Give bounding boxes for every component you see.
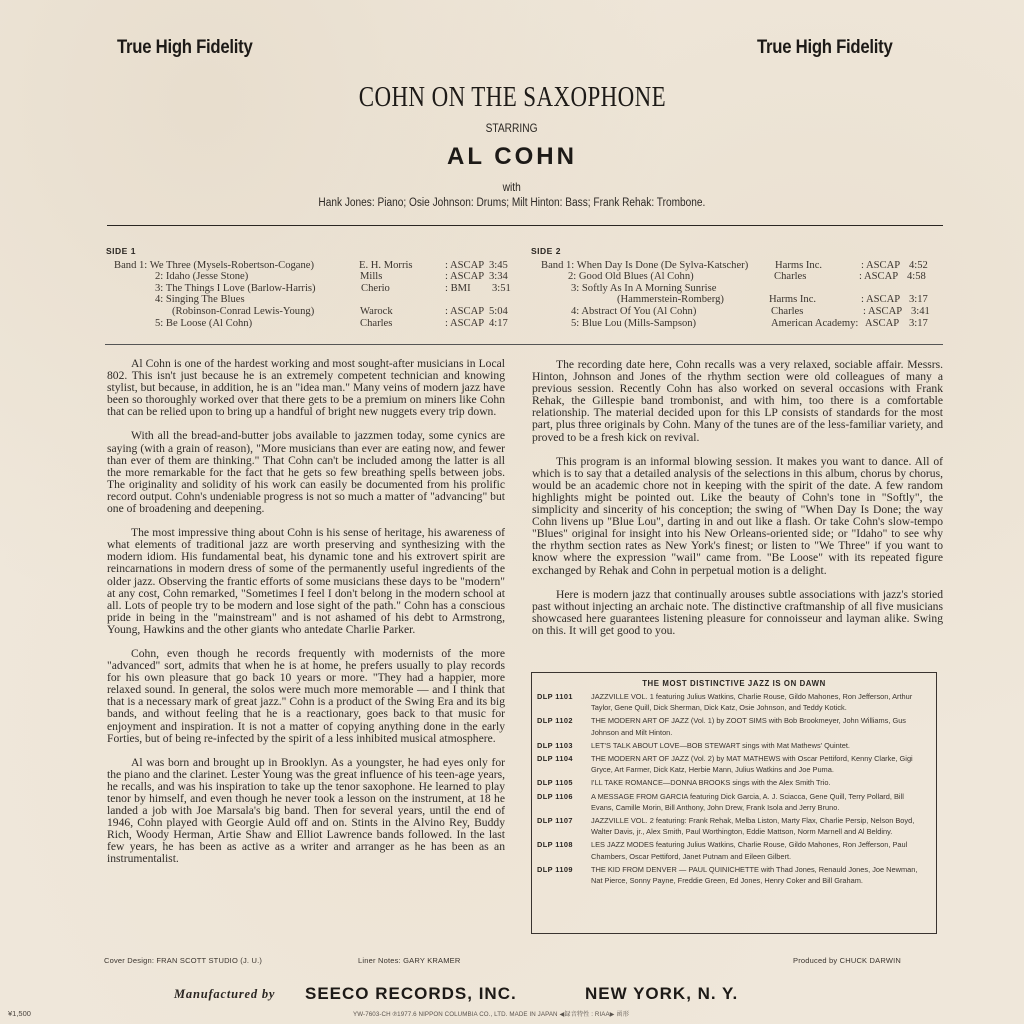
catalog-number: DLP 1106 bbox=[537, 791, 573, 801]
track-band: Band 1: bbox=[114, 259, 148, 271]
manufactured-by-label: Manufactured by bbox=[174, 987, 276, 1001]
track-license: : ASCAP bbox=[445, 317, 485, 329]
track-time: 3:34 bbox=[489, 271, 508, 283]
track-time: 3:17 bbox=[909, 294, 928, 306]
catalog-description: THE MODERN ART OF JAZZ (Vol. 2) by MAT MATHEWS with Oscar Pettiford, Kenny Clarke, Gigi Gryce, Art Farmer, Dick Katz, Herbie Mann, Julius Watkins and Joe Puma. bbox=[591, 754, 913, 775]
track-band: Band 1: bbox=[541, 259, 575, 271]
liner-paragraph: Al was born and brought up in Brooklyn. As a youngster, he had eyes only for the piano and the clarinet. Lester Young was the great influence of his teen-age years, he recalls, and was his inspiration to take up the tenor saxophone. He learned to play tenor by himself, and even though he never took a lesson on the instrument, at 18 he landed a job with Joe Marsala's big band. Then for several years, until the end of 1946, Cohn played with Georgie Auld off and on. Stints in the Alvino Rey, Buddy Rich, Woody Herman, Artie Shaw and Elliot Lawrence bands followed. In the last few years, he has been as active as a writer and arranger as he has been as an instrumentalist. bbox=[107, 755, 505, 866]
track-license: : ASCAP bbox=[861, 259, 901, 271]
tracklist-side-1 bbox=[106, 246, 511, 329]
track-row bbox=[106, 282, 511, 295]
track-publisher: E. H. Morris bbox=[359, 259, 413, 271]
with-text: with bbox=[502, 180, 522, 194]
track-title: Singing The Blues bbox=[165, 294, 245, 306]
track-row bbox=[531, 283, 941, 295]
track-license: : ASCAP bbox=[445, 259, 485, 271]
catalog-item bbox=[532, 753, 936, 775]
catalog-item bbox=[532, 715, 936, 737]
track-row bbox=[106, 294, 506, 306]
catalog-number: DLP 1103 bbox=[537, 740, 573, 750]
track-time: 3:41 bbox=[911, 305, 930, 317]
track-publisher: Harms Inc. bbox=[769, 294, 817, 306]
catalog-fine-print: YW-7603-CH ℗1977.6 NIPPON COLUMBIA CO., LTD. MADE IN JAPAN ◀録音特性 : RIAA▶ 函形 bbox=[353, 1011, 630, 1018]
catalog-item bbox=[532, 691, 936, 713]
track-time: 3:45 bbox=[489, 259, 508, 271]
catalog-number: DLP 1109 bbox=[537, 864, 573, 874]
track-band: 2: bbox=[155, 271, 164, 283]
catalog-item bbox=[532, 864, 936, 886]
track-license: : ASCAP bbox=[863, 305, 903, 317]
track-publisher: Charles bbox=[360, 317, 393, 329]
track-publisher: Harms Inc. bbox=[775, 259, 823, 271]
track-time: 5:04 bbox=[489, 305, 508, 317]
catalog-number: DLP 1108 bbox=[537, 840, 573, 850]
track-time: 3:17 bbox=[909, 317, 928, 329]
liner-notes-left-column bbox=[107, 358, 505, 878]
liner-paragraph: The most impressive thing about Cohn is his sense of heritage, his awareness of what elements of traditional jazz are worth preserving and synthesizing with the modern idiom. His fundamental beat, his dynamic tone and his extrovert spirit are reincarnations in modern dress of some of the permanently useful ingredients of the older jazz. Observing the frantic efforts of some musicians these days to be "modern" at any cost, Cohn remarked, "Sometimes I feel I don't belong in the modern school at all. Lots of people try to be modern and lose sight of the path." Cohn has a conscious pride in being in the "mainstream" and is not ashamed of his debt to Armstrong, Young, Hawkins and the other giants who antedate Charlie Parker. bbox=[107, 526, 505, 636]
track-title: Abstract Of You (Al Cohn) bbox=[581, 305, 697, 317]
catalog-number: DLP 1105 bbox=[537, 778, 573, 788]
catalog-number: DLP 1107 bbox=[537, 816, 573, 826]
track-row bbox=[106, 306, 506, 318]
track-license: : ASCAP bbox=[859, 271, 899, 283]
dawn-catalog-box bbox=[531, 672, 937, 934]
catalog-item bbox=[532, 839, 936, 861]
catalog-description: THE KID FROM DENVER — PAUL QUINICHETTE with Thad Jones, Renauld Jones, Joe Newman, Nat Pierce, Sonny Payne, Freddie Green, Ed Jones, Henry Coker and Bill Graham. bbox=[591, 864, 918, 886]
track-title: The Things I Love (Barlow-Harris) bbox=[165, 282, 316, 294]
track-band: 3: bbox=[571, 282, 580, 294]
catalog-item bbox=[532, 791, 936, 813]
album-title bbox=[0, 82, 1024, 114]
track-license: : ASCAP bbox=[861, 294, 901, 306]
track-publisher: Charles bbox=[771, 305, 804, 317]
track-band: 5: bbox=[571, 317, 580, 329]
tracklist-side-2 bbox=[531, 246, 941, 329]
producer-credit: Produced by CHUCK DARWIN bbox=[793, 956, 902, 965]
album-title-text: COHN ON THE SAXOPHONE bbox=[358, 82, 666, 113]
price-tag: ¥1,500 bbox=[8, 1009, 31, 1018]
track-title: Idaho (Jesse Stone) bbox=[165, 271, 249, 283]
liner-paragraph: Cohn, even though he records frequently with modernists of the more "advanced" sort, admits that when he is at home, he prefers usually to play records for his own pleasure that go back 10 years or more. "They had a happier, more relaxed sound. In general, the solos were much more memorable — and I think that that is a necessary mark of great jazz." Cohn is a product of the Swing Era and its big bands, and without feeling that he is a reactionary, goes back to that music for enjoyment and inspiration. It is not a matter of copying anything done in the early Forties, but of being re-infected by the spirit of a less inhibited musical atmosphere. bbox=[107, 646, 505, 745]
catalog-item bbox=[532, 777, 936, 788]
liner-notes-credit: Liner Notes: GARY KRAMER bbox=[358, 956, 461, 965]
true-high-fidelity-badge-right: True High Fidelity bbox=[757, 37, 893, 58]
liner-paragraph: With all the bread-and-butter jobs available to jazzmen today, some cynics are saying (with a grain of reason), "More musicians than ever are eating now, and fewer than ever of them are thinking." That Cohn can't be included among the latter is all the more remarkable for the fact that he gets so few breathing spells between jobs. The originality and solidity of his work can easily be documented from his prolific record output. Cohn's undeniable progress is not so much a matter of "advancing" but one of broadening and deepening. bbox=[107, 429, 505, 516]
liner-paragraph: This program is an informal blowing session. It makes you want to dance. All of which is to say that a detailed analysis of the selections in this album, chorus by chorus, would be an academic chore not in keeping with the spirit of the date. A few random highlights might be pointed out. Like the beauty of Cohn's tone in "Softly", the simplicity and sincerity of his conception; the swing of "When Day Is Done; the way Cohn livens up "Blue Lou", darting in and out like a flash. Or take Cohn's slow-tempo "Blues" original for insight into his New Orleans-oriented side; or "Idaho" to see why the rhythm section rates as New York's finest; or listen to "We Three" if you want to know where the expression "wail" came from. "Be Loose" with its repeated figure exchanged by Rehak and Cohn in perpetual motion is a delight. bbox=[532, 454, 943, 577]
track-title: (Robinson-Conrad Lewis-Young) bbox=[172, 305, 315, 317]
track-band: 2: bbox=[568, 271, 577, 283]
track-time: 3:51 bbox=[492, 282, 511, 294]
track-license: : ASCAP bbox=[445, 305, 485, 317]
cover-design-credit: Cover Design: FRAN SCOTT STUDIO (J. U.) bbox=[104, 956, 263, 965]
catalog-number: DLP 1102 bbox=[537, 716, 573, 726]
track-license: : BMI bbox=[445, 282, 471, 294]
track-row bbox=[106, 260, 506, 272]
personnel-text: Hank Jones: Piano; Osie Johnson: Drums; Milt Hinton: Bass; Frank Rehak: Trombone. bbox=[318, 197, 706, 209]
track-publisher: American Academy: bbox=[771, 317, 859, 329]
track-row bbox=[531, 306, 941, 318]
track-row bbox=[531, 260, 941, 272]
catalog-item bbox=[532, 815, 936, 837]
track-time: 4:52 bbox=[909, 259, 928, 271]
side-2-label: SIDE 2 bbox=[531, 246, 561, 256]
track-row bbox=[106, 318, 506, 330]
track-license: ASCAP bbox=[865, 317, 900, 329]
track-license: : ASCAP bbox=[445, 271, 485, 283]
track-row bbox=[531, 271, 941, 283]
catalog-number: DLP 1104 bbox=[537, 754, 573, 764]
record-label-name: SEECO RECORDS, INC. bbox=[305, 984, 517, 1003]
track-publisher: Cherio bbox=[361, 282, 390, 294]
track-time: 4:17 bbox=[489, 317, 508, 329]
track-band: 5: bbox=[155, 317, 164, 329]
track-title: Softly As In A Morning Sunrise bbox=[581, 282, 717, 294]
track-title: We Three (Mysels-Robertson-Cogane) bbox=[149, 259, 315, 271]
track-publisher: Mills bbox=[360, 271, 383, 283]
catalog-header: THE MOST DISTINCTIVE JAZZ IS ON DAWN bbox=[642, 679, 826, 688]
starring-text: STARRING bbox=[486, 121, 538, 135]
track-row bbox=[106, 271, 506, 283]
divider-middle bbox=[105, 344, 943, 345]
artist-name: AL COHN bbox=[447, 143, 577, 170]
track-row bbox=[531, 294, 941, 306]
catalog-item bbox=[532, 740, 936, 751]
starring-label bbox=[0, 121, 1024, 135]
liner-notes-right-column bbox=[532, 359, 943, 649]
liner-paragraph: The recording date here, Cohn recalls was a very relaxed, sociable affair. Messrs. Hinton, Johnson and Jones of the rhythm section were old colleagues of many a previous session. Recently Cohn has also worked on several occasions with Frank Rehak, the Gillespie band trombonist, and with him, too there is a comfortable relationship. The material decided upon for this LP consists of standards for the most part, plus three originals by Cohn. Many of the tunes are of the less-familiar variety, and proved to be a fresh kick on revival. bbox=[532, 358, 943, 444]
divider-top bbox=[107, 225, 943, 226]
track-row bbox=[531, 318, 941, 330]
catalog-description: JAZZVILLE VOL. 1 featuring Julius Watkins, Charlie Rouse, Gildo Mahones, Ron Jefferson, Arthur Taylor, Gene Quill, Dick Sherman, Dick Katz, Osie Johnson, and Teddy Kotick. bbox=[591, 692, 913, 713]
catalog-description: A MESSAGE FROM GARCIA featuring Dick Garcia, A. J. Sciacca, Gene Quill, Terry Pollard, Bill Evans, Camille Morin, Bill Anthony, John Drew, Frank Isola and Jerry Bruno. bbox=[591, 791, 904, 812]
track-time: 4:58 bbox=[907, 271, 926, 283]
track-band: 4: bbox=[571, 305, 580, 317]
liner-paragraph: Al Cohn is one of the hardest working and most sought-after musicians in Local 802. This isn't just because he is an extremely competent technician and knowing stylist, but because, in addition, he is an "idea man." Many veins of modern jazz have been so thoroughly worked over that there gets to be a premium on miners like Cohn that can be relied upon to bring up a handful of bright new nuggets every trip down. bbox=[107, 357, 505, 419]
catalog-description: JAZZVILLE VOL. 2 featuring: Frank Rehak, Melba Liston, Marty Flax, Charlie Persip, Nelson Boyd, Walter Davis, jr., Alex Smith, Paul Worthington, Eddie Mattson, Norm Marnell and Al Beldiny. bbox=[591, 816, 915, 837]
track-publisher: Charles bbox=[774, 271, 807, 283]
catalog-description: LES JAZZ MODES featuring Julius Watkins, Charlie Rouse, Gildo Mahones, Ron Jefferson, Paul Chambers, Oscar Pettiford, Janet Putnam and Eileen Gilbert. bbox=[591, 840, 908, 861]
track-title: Blue Lou (Mills-Sampson) bbox=[581, 317, 697, 329]
catalog-number: DLP 1101 bbox=[537, 692, 573, 701]
track-title: When Day Is Done (De Sylva-Katscher) bbox=[576, 259, 749, 271]
catalog-description: THE MODERN ART OF JAZZ (Vol. 1) by ZOOT SIMS with Bob Brookmeyer, John Williams, Gus Johnson and Milt Hinton. bbox=[591, 716, 906, 737]
track-title: (Hammerstein-Romberg) bbox=[617, 294, 724, 306]
liner-paragraph: Here is modern jazz that continually arouses subtle associations with jazz's storied past without injecting an archaic note. The distinctive craftmanship of all five musicians showcased here guarantees listening pleasure for connoisseur and layman alike. Swing on this. It will get good to you. bbox=[532, 587, 943, 637]
catalog-description: I'LL TAKE ROMANCE—DONNA BROOKS sings with the Alex Smith Trio. bbox=[591, 778, 831, 788]
with-label bbox=[0, 180, 1024, 194]
track-band: 4: bbox=[155, 294, 164, 306]
label-city: NEW YORK, N. Y. bbox=[585, 984, 739, 1003]
catalog-description: LET'S TALK ABOUT LOVE—BOB STEWART sings with Mat Mathews' Quintet. bbox=[591, 740, 850, 750]
side-1-label: SIDE 1 bbox=[106, 246, 136, 256]
true-high-fidelity-badge-left: True High Fidelity bbox=[117, 37, 253, 58]
track-band: 3: bbox=[155, 282, 164, 294]
track-publisher: Warock bbox=[360, 305, 393, 317]
personnel-line bbox=[0, 197, 1024, 209]
track-title: Be Loose (Al Cohn) bbox=[165, 317, 253, 329]
track-title: Good Old Blues (Al Cohn) bbox=[578, 271, 694, 283]
